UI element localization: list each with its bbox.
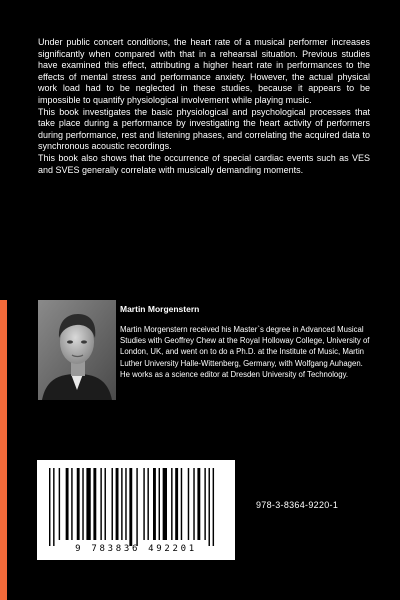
author-photo	[38, 300, 116, 400]
blurb-paragraph: This book investigates the basic physiological and psychological processes that take place during a performance by investigating the heart activity of performers during performance, rest and listening phases, and correlating the acquired data to synchronous acoustic recordings.	[38, 106, 370, 152]
author-portrait-image	[38, 300, 116, 400]
blurb-paragraph: Under public concert conditions, the heart rate of a musical performer increases significantly when compared with that in a rehearsal situation. Previous studies have examined this effect, attributing a higher heart rate in performances to the effects of mental stress and performance anxiety. However, the actual physical work load had to be neglected in these studies, because it appears to be impossible to quantify physiological involvement while playing music.	[38, 37, 370, 105]
back-cover-blurb	[38, 37, 370, 176]
barcode	[37, 460, 235, 560]
isbn-number: 978-3-8364-9220-1	[256, 500, 339, 510]
accent-bar	[0, 300, 7, 600]
author-name: Martin Morgenstern	[120, 304, 200, 314]
barcode-digits: 9 783836 492201	[75, 544, 197, 554]
blurb-paragraph: This book also shows that the occurrence of special cardiac events such as VES and SVES generally correlate with musically demanding moments.	[38, 152, 370, 175]
author-bio: Martin Morgenstern received his Master`s degree in Advanced Musical Studies with Geoffrey Chew at the Royal Holloway College, University of London, UK, and went on to do a Ph.D. at the Institute of Music, Martin Luther University Halle-Wittenberg, Germany, with Wolfgang Auhagen. He works as a science editor at Dresden University of Technology.	[120, 325, 370, 379]
